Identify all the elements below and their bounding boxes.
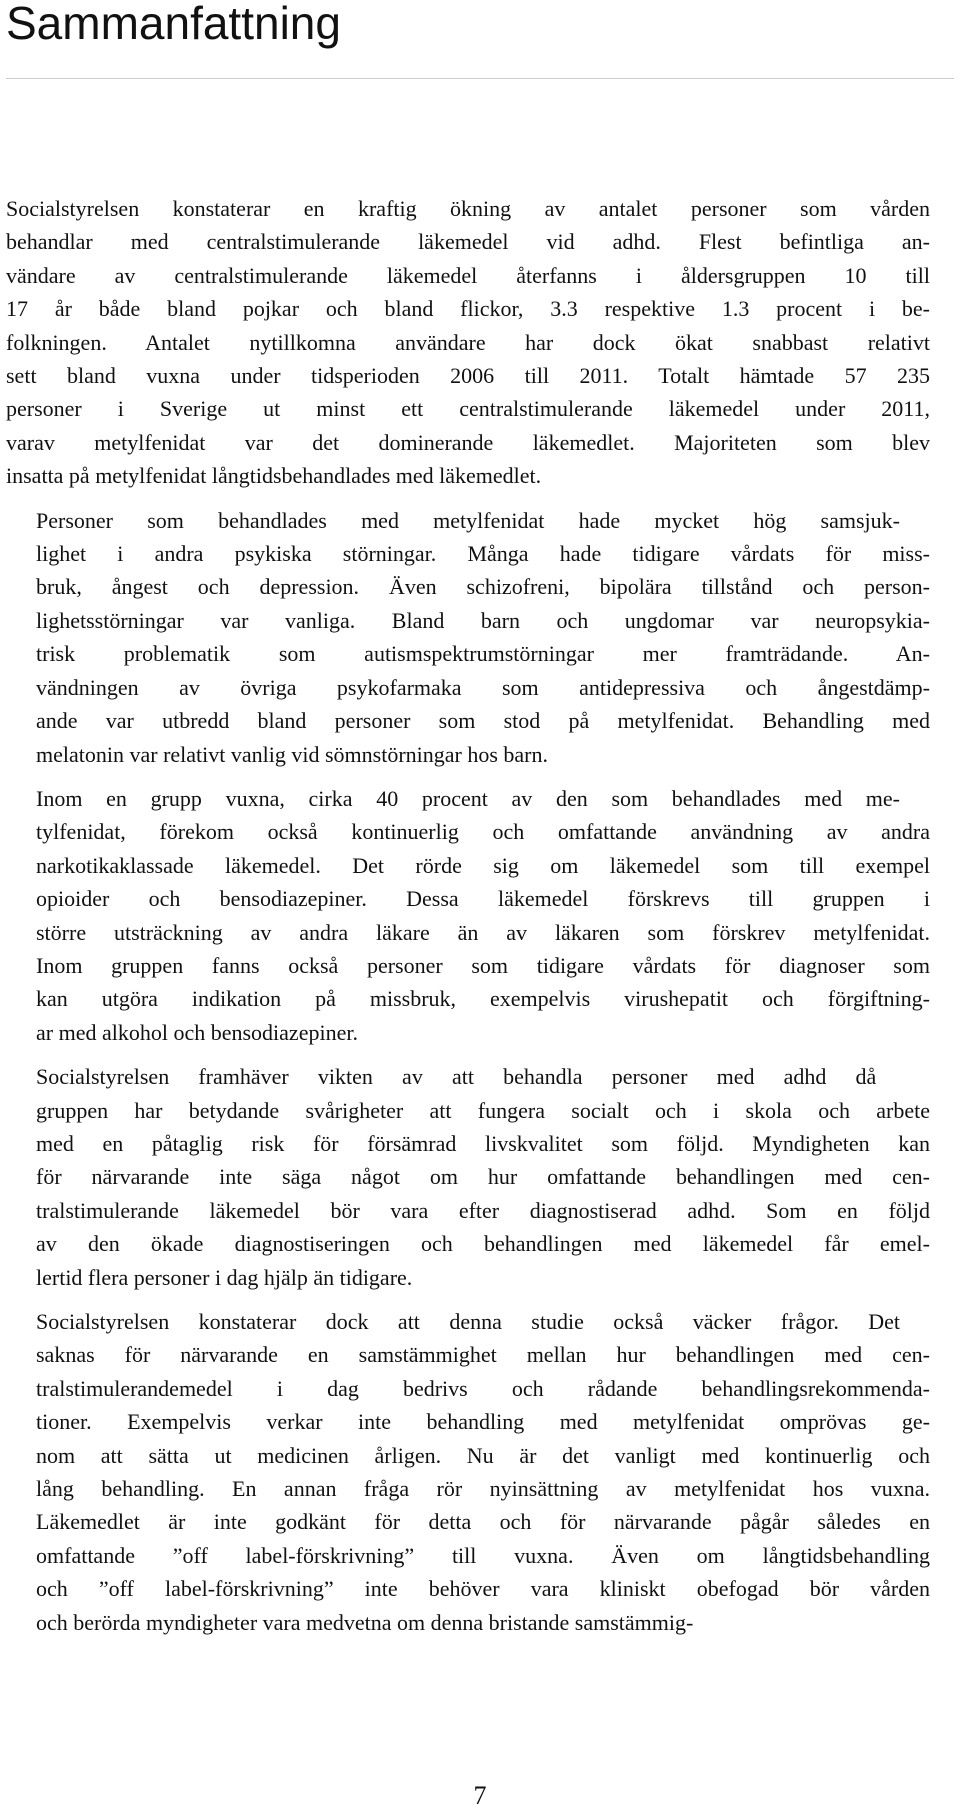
text-line: personer i Sverige ut minst ett centralstimulerande läkemedel under 2011, [6,396,930,422]
text-line: bruk, ångest och depression. Även schizofreni, bipolära tillstånd och person- [36,574,930,600]
text-line: tioner. Exempelvis verkar inte behandling med metylfenidat omprövas ge- [36,1409,930,1435]
text-line: tylfenidat, förekom också kontinuerlig och omfattande användning av andra [36,819,930,845]
text-line: vändare av centralstimulerande läkemedel återfanns i åldersgruppen 10 till [6,262,930,288]
text-line: och berörda myndigheter vara medvetna om denna bristande samstämmig- [36,1609,694,1635]
text-line: ande var utbredd bland personer som stod på metylfenidat. Behandling med [36,708,930,734]
text-line: trisk problematik som autismspektrumstörningar mer framträdande. An- [36,641,930,667]
text-line: sett bland vuxna under tidsperioden 2006 till 2011. Totalt hämtade 57 235 [6,363,930,389]
paragraph-5 [6,1305,930,1639]
text-line: lighetsstörningar var vanliga. Bland barn och ungdomar var neuropsykia- [36,607,930,633]
summary-body [6,192,930,1639]
text-line: och ”off label-förskrivning” inte behöver vara kliniskt obefogad bör vården [36,1576,930,1602]
page-title: Sammanfattning [6,0,341,49]
text-line: med en påtaglig risk för försämrad livskvalitet som följd. Myndigheten kan [36,1130,930,1156]
text-line: omfattande ”off label-förskrivning” till vuxna. Även om långtidsbehandling [36,1542,930,1568]
text-line: Socialstyrelsen konstaterar dock att denna studie också väcker frågor. Det [36,1309,900,1334]
text-line: ar med alkohol och bensodiazepiner. [36,1019,358,1045]
text-line: Inom gruppen fanns också personer som tidigare vårdats för diagnoser som [36,952,930,978]
text-line: lång behandling. En annan fråga rör nyinsättning av metylfenidat hos vuxna. [36,1476,930,1502]
text-line: för närvarande inte säga något om hur omfattande behandlingen med cen- [36,1164,930,1190]
text-line: kan utgöra indikation på missbruk, exempelvis virushepatit och förgiftning- [36,986,930,1012]
paragraph-2 [6,504,930,771]
page-number: 7 [473,1781,487,1810]
text-line: Socialstyrelsen konstaterar en kraftig ökning av antalet personer som vården [6,196,930,221]
text-line: varav metylfenidat var det dominerande läkemedlet. Majoriteten som blev [6,429,930,455]
text-line: lighet i andra psykiska störningar. Många hade tidigare vårdats för miss- [36,541,930,567]
text-line: nom att sätta ut medicinen årligen. Nu är det vanligt med kontinuerlig och [36,1442,930,1468]
text-line: tralstimulerandemedel i dag bedrivs och rådande behandlingsrekommenda- [36,1375,930,1401]
text-line: Inom en grupp vuxna, cirka 40 procent av den som behandlades med me- [36,785,900,811]
text-line: Personer som behandlades med metylfenidat hade mycket hög samsjuk- [36,507,900,533]
text-line: gruppen har betydande svårigheter att fungera socialt och i skola och arbete [36,1097,930,1123]
text-line: folkningen. Antalet nytillkomna användare har dock ökat snabbast relativt [6,329,930,355]
text-line: Socialstyrelsen framhäver vikten av att behandla personer med adhd då [36,1064,877,1090]
text-line: Läkemedlet är inte godkänt för detta och för närvarande pågår således en [36,1509,930,1535]
text-line: melatonin var relativt vanlig vid sömnstörningar hos barn. [36,741,549,767]
text-line: opioider och bensodiazepiner. Dessa läkemedel förskrevs till gruppen i [36,886,930,912]
text-line: av den ökade diagnostiseringen och behandlingen med läkemedel får emel- [36,1231,930,1257]
text-line: lertid flera personer i dag hjälp än tidigare. [36,1264,413,1290]
title-divider [6,78,954,79]
text-line: narkotikaklassade läkemedel. Det rörde sig om läkemedel som till exempel [36,852,930,878]
text-line: saknas för närvarande en samstämmighet mellan hur behandlingen med cen- [36,1342,930,1368]
text-line: behandlar med centralstimulerande läkemedel vid adhd. Flest befintliga an- [6,229,930,255]
text-line: vändningen av övriga psykofarmaka som antidepressiva och ångestdämp- [36,674,930,700]
paragraph-3 [6,782,930,1049]
paragraph-4 [6,1060,930,1294]
text-line: större utsträckning av andra läkare än av läkaren som förskrev metylfenidat. [36,919,930,945]
text-line: tralstimulerande läkemedel bör vara efter diagnostiserad adhd. Som en följd [36,1197,930,1223]
text-line: 17 år både bland pojkar och bland flickor, 3.3 respektive 1.3 procent i be- [6,296,930,322]
paragraph-1 [6,192,930,493]
text-line: insatta på metylfenidat långtidsbehandlades med läkemedlet. [6,463,542,489]
